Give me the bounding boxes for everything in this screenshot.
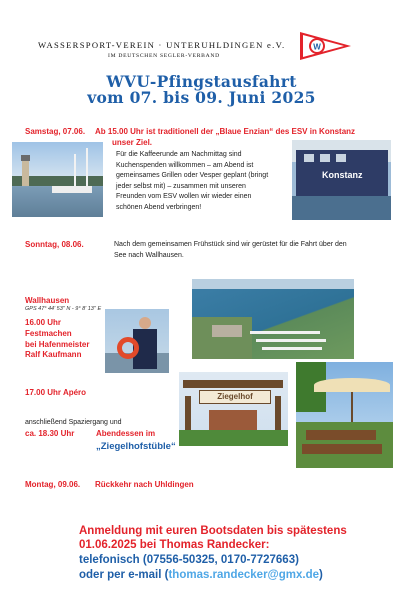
saturday-day: Samstag, 07.06. bbox=[25, 127, 86, 136]
email-prefix: oder per e-mail ( bbox=[79, 569, 169, 581]
dinner-time: ca. 18.30 Uhr bbox=[25, 429, 75, 438]
wallhausen-place: Wallhausen bbox=[25, 296, 70, 305]
wallhausen-details: Festmachen bei Hafenmeister Ralf Kaufmann bbox=[25, 329, 90, 359]
page-title: WVU-Pfingstausfahrt bbox=[106, 72, 297, 91]
monday-text: Rückkehr nach Uhldingen bbox=[95, 480, 194, 489]
wallhausen-aerial-photo bbox=[192, 279, 354, 359]
saturday-text: Für die Kaffeerunde am Nachmittag sind Kuchenspenden willkommen – am Abend ist gemeinsames Grillen oder Vesper geplant (bringt jeder selbst mit) – zusammen mit unseren Freunden vom ESV wollen wir wieder einen schönen Abend verbringen! bbox=[116, 151, 269, 211]
registration-email-line bbox=[79, 568, 323, 582]
club-subtitle: IM DEUTSCHEN SEGLER-VERBAND bbox=[108, 53, 220, 59]
registration-line2: 01.06.2025 bei Thomas Randecker: bbox=[79, 539, 270, 551]
registration-phone: telefonisch (07556-50325, 0170-7727663) bbox=[79, 554, 299, 566]
sunday-text: Nach dem gemeinsamen Frühstück sind wir gerüstet für die Fahrt über den See nach Wallhausen. bbox=[114, 241, 347, 259]
logo-text: W bbox=[313, 42, 321, 52]
ziegelhof-sign: Ziegelhof bbox=[199, 390, 271, 404]
sunday-day: Sonntag, 08.06. bbox=[25, 240, 84, 249]
konstanz-harbour-photo bbox=[12, 142, 103, 217]
wallhausen-gps: GPS 47° 44' 53'' N - 9° 8' 13'' E bbox=[25, 306, 102, 312]
apero-line: 17.00 Uhr Apéro bbox=[25, 388, 87, 397]
restaurant-name: „Ziegelhofstüble“ bbox=[96, 441, 176, 452]
page-subtitle-dates: vom 07. bis 09. Juni 2025 bbox=[87, 88, 316, 107]
email-suffix: ) bbox=[319, 569, 323, 581]
ziegelhof-sign-photo bbox=[179, 372, 288, 446]
saturday-cont: unser Ziel. bbox=[112, 138, 153, 147]
email-link[interactable]: thomas.randecker@gmx.de bbox=[168, 569, 320, 581]
walk-line: anschließend Spaziergang und bbox=[25, 419, 122, 426]
dinner-line: Abendessen im bbox=[96, 429, 156, 438]
saturday-time-line: Ab 15.00 Uhr ist traditionell der „Blaue Enzian“ des ESV in Konstanz bbox=[95, 127, 356, 136]
club-burgee-logo bbox=[300, 31, 352, 61]
club-name: WASSERSPORT-VEREIN · UNTERUHLDINGEN e.V. bbox=[38, 40, 286, 50]
beer-garden-photo bbox=[296, 362, 393, 468]
monday-day: Montag, 09.06. bbox=[25, 480, 81, 489]
registration-line1: Anmeldung mit euren Bootsdaten bis spätestens bbox=[79, 525, 347, 537]
harbour-master-photo bbox=[105, 309, 169, 373]
boat-konstanz-photo bbox=[292, 140, 391, 220]
boat-sign: Konstanz bbox=[322, 170, 363, 180]
wallhausen-time: 16.00 Uhr bbox=[25, 318, 62, 327]
